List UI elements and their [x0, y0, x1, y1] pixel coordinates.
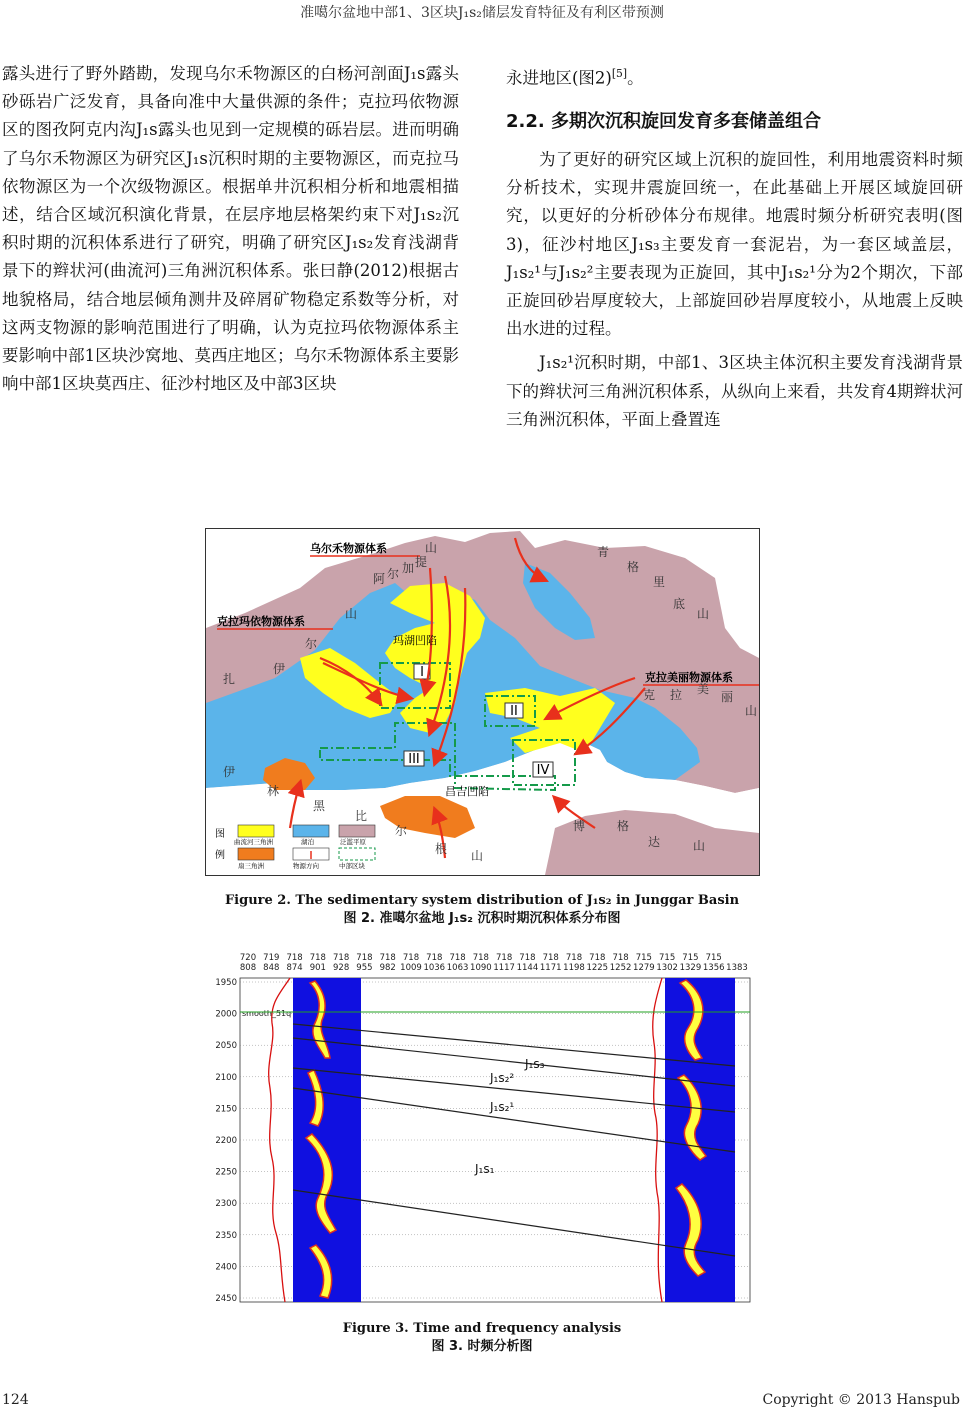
mtn-char: 达 — [648, 835, 661, 849]
top-tick-label: 1302 — [656, 963, 678, 973]
figure3-timefreq — [210, 948, 755, 1304]
copyright: Copyright © 2013 Hanspub — [762, 1392, 960, 1408]
mtn-char: 拉 — [670, 688, 683, 702]
top-tick-label: 718 — [286, 953, 303, 963]
top-tick-label: 1063 — [446, 963, 469, 973]
left-paragraph: 露头进行了野外踏勘，发现乌尔禾物源区的白杨河剖面J₁s露头砂砾岩广泛发育，具备向准中大量供源的条件；克拉玛依物源区的图孜阿克内沟J₁s露头也见到一定规模的砾岩层。进而明确了乌尔禾物源区为研究区J₁s沉积时期的主要物源区，而克拉马依物源区为一个次级物源区。根据单井沉积相分析和地震相描述，结合区域沉积演化背景，在层序地层格架约束下对J₁s₂沉积时期的沉积体系进行了研究，明确了研究区J₁s₂发育浅湖背景下的辫状河(曲流河)三角洲沉积体系。张曰静(2012)根据古地貌格局，结合地层倾角测井及碎屑矿物稳定系数等分析，对这两支物源的影响范围进行了明确，认为克拉玛依物源体系主要影响中部1区块沙窝地、莫西庄地区；乌尔禾物源体系主要影响中部1区块莫西庄、征沙村地区及中部3区块 — [2, 64, 459, 394]
page-number: 124 — [2, 1392, 29, 1408]
top-tick-label: 718 — [356, 953, 373, 963]
top-tick-label: 718 — [333, 953, 350, 963]
mtn-char: 克 — [643, 688, 656, 702]
legend-label: 曲流河三角洲 — [234, 838, 273, 846]
legend-label: 扇三角洲 — [238, 862, 264, 870]
citation-ref[interactable]: [5] — [611, 67, 628, 80]
top-tick-label: 715 — [659, 953, 676, 963]
top-tick-label: 982 — [379, 963, 396, 973]
legend-label: 中部区块 — [339, 862, 365, 870]
top-tick-label: 901 — [309, 963, 326, 973]
depth-tick-label: 2250 — [215, 1167, 237, 1178]
mtn-char: 伊 — [223, 765, 236, 779]
mtn-char: 比 — [355, 809, 368, 823]
mtn-char: 丽 — [721, 690, 734, 704]
label-changji: 昌吉凹陷 — [445, 785, 489, 798]
top-tick-label: 718 — [472, 953, 489, 963]
top-tick-label: 1198 — [563, 963, 585, 973]
timefreq-panel-left — [293, 978, 361, 1302]
top-tick-label: 718 — [496, 953, 513, 963]
mtn-char: 尔 — [387, 567, 400, 581]
section-heading: 2.2. 多期次沉积旋回发育多套储盖组合 — [506, 110, 821, 132]
timefreq-panel-right — [665, 978, 735, 1302]
top-tick-label: 718 — [519, 953, 536, 963]
top-tick-label: 719 — [263, 953, 280, 963]
legend-title: 图 — [215, 829, 225, 840]
depth-tick-label: 2200 — [215, 1136, 237, 1146]
label-wuerhe: 乌尔禾物源体系 — [310, 542, 387, 555]
left-column — [2, 60, 459, 398]
depth-tick-label: 2050 — [215, 1041, 237, 1052]
legend-label: 泛滥平原 — [340, 838, 366, 846]
mtn-char: 扎 — [223, 672, 236, 686]
legend-title: 例 — [215, 850, 225, 861]
curve-label: smooth_51q — [242, 1009, 292, 1018]
figure2-map — [205, 528, 760, 876]
block-label-1: I — [420, 665, 424, 680]
top-tick-label: 1144 — [516, 963, 539, 973]
legend-label: 物源方向 — [293, 862, 319, 870]
top-tick-label: 718 — [589, 953, 606, 963]
running-head: 准噶尔盆地中部1、3区块J₁s₂储层发育特征及有利区带预测 — [300, 5, 664, 21]
block-label-3: III — [408, 752, 420, 767]
mtn-char: 伊 — [273, 662, 286, 676]
top-tick-label: 1117 — [493, 963, 515, 973]
mtn-char: 山 — [425, 541, 438, 555]
top-tick-label: 1383 — [726, 963, 748, 973]
top-tick-label: 874 — [286, 963, 303, 973]
top-tick-label: 1090 — [470, 963, 492, 973]
mtn-char: 提 — [415, 555, 428, 569]
mtn-char: 格 — [627, 560, 640, 574]
right-paragraph-1: 为了更好的研究区域上沉积的旋回性，利用地震资料时频分析技术，实现井震旋回统一，在此基础上开展区域旋回研究，以更好的分析砂体分布规律。地震时频分析研究表明(图3)，征沙村地区J₁s₃主要发育一套泥岩，为一套区域盖层，J₁s₂¹与J₁s₂²主要表现为正旋回，其中J₁s₂¹分为2个期次，下部正旋回砂岩厚度较大，上部旋回砂岩厚度较小，从地震上反映出水进的过程。 — [506, 149, 963, 339]
mtn-char: 博 — [573, 819, 586, 833]
legend-label: 湖泊 — [301, 838, 314, 846]
top-tick-label: 848 — [263, 963, 280, 973]
top-tick-label: 928 — [333, 963, 350, 973]
block-label-4: IV — [536, 763, 550, 778]
top-tick-label: 718 — [426, 953, 443, 963]
label-kelamayi: 克拉玛依物源体系 — [217, 615, 305, 628]
top-tick-label: 1036 — [423, 963, 446, 973]
figure2-caption-zh: 图 2. 准噶尔盆地 J₁s₂ 沉积时期沉积体系分布图 — [343, 911, 621, 926]
mtn-char: 山 — [697, 607, 710, 621]
layer-label-j1s1: J₁s₁ — [475, 1162, 495, 1176]
top-tick-label: 718 — [542, 953, 559, 963]
mtn-char: 山 — [693, 839, 706, 853]
right-continuation: 永进地区(图2)[5]。 — [506, 67, 644, 88]
figure3-caption-zh: 图 3. 时频分析图 — [431, 1339, 533, 1354]
top-tick-label: 1356 — [702, 963, 725, 973]
top-tick-label: 718 — [612, 953, 629, 963]
depth-tick-label: 2400 — [215, 1262, 237, 1273]
top-tick-label: 718 — [449, 953, 466, 963]
top-tick-label: 1329 — [679, 963, 702, 973]
mtn-char: 山 — [471, 849, 484, 863]
top-tick-label: 718 — [402, 953, 420, 963]
depth-tick-label: 2150 — [215, 1104, 237, 1115]
depth-tick-label: 2450 — [215, 1294, 237, 1304]
mtn-char: 底 — [673, 597, 686, 611]
block-label-2: II — [510, 704, 518, 719]
top-tick-label: 1252 — [609, 963, 632, 973]
top-tick-label: 715 — [682, 953, 699, 963]
mtn-char: 美 — [697, 682, 710, 696]
mtn-char: 山 — [745, 704, 758, 718]
layer-label-j1s2-2: J₁s₂² — [490, 1071, 515, 1085]
top-tick-label: 1225 — [586, 963, 609, 973]
mtn-char: 黑 — [313, 799, 326, 813]
top-tick-label: 720 — [239, 953, 257, 963]
layer-label-j1s2-1: J₁s₂¹ — [490, 1100, 515, 1114]
figure2-caption-en: Figure 2. The sedimentary system distribution of J₁s₂ in Junggar Basin — [224, 893, 740, 908]
mtn-char: 里 — [653, 575, 666, 589]
mtn-char: 林 — [267, 784, 280, 798]
top-tick-label: 715 — [635, 953, 652, 963]
label-kelameili: 克拉美丽物源体系 — [645, 671, 733, 684]
mtn-char: 尔 — [305, 637, 318, 651]
top-tick-label: 1279 — [633, 963, 655, 973]
top-tick-label: 955 — [356, 963, 373, 973]
mtn-char: 加 — [402, 561, 415, 575]
right-paragraph-2: J₁s₂¹沉积时期，中部1、3区块主体沉积主要发育浅湖背景下的辫状河三角洲沉积体系，从纵向上来看，共发育4期辫状河三角洲沉积体，平面上叠置连 — [506, 353, 963, 429]
depth-tick-label: 2000 — [215, 1009, 237, 1020]
right-column — [506, 60, 963, 434]
label-mahu: 玛湖凹陷 — [393, 634, 437, 647]
layer-label-j1s3: J₁s₃ — [525, 1057, 545, 1071]
mtn-char: 尔 — [395, 824, 408, 838]
top-tick-label: 718 — [309, 953, 326, 963]
top-tick-label: 718 — [379, 953, 396, 963]
top-tick-label: 1009 — [400, 963, 422, 973]
depth-tick-label: 1950 — [215, 978, 237, 988]
depth-tick-label: 2100 — [215, 1072, 237, 1083]
mtn-char: 阿 — [373, 572, 386, 586]
top-tick-label: 718 — [565, 953, 583, 963]
top-tick-label: 1171 — [539, 963, 562, 973]
mtn-char: 格 — [617, 819, 630, 833]
depth-tick-label: 2350 — [215, 1230, 237, 1241]
figure3-caption-en: Figure 3. Time and frequency analysis — [342, 1321, 622, 1336]
depth-tick-label: 2300 — [215, 1199, 237, 1210]
mtn-char: 山 — [345, 607, 358, 621]
top-tick-label: 715 — [705, 953, 722, 963]
top-tick-label: 808 — [239, 963, 257, 973]
mtn-char: 根 — [435, 842, 448, 856]
mtn-char: 青 — [597, 545, 610, 559]
